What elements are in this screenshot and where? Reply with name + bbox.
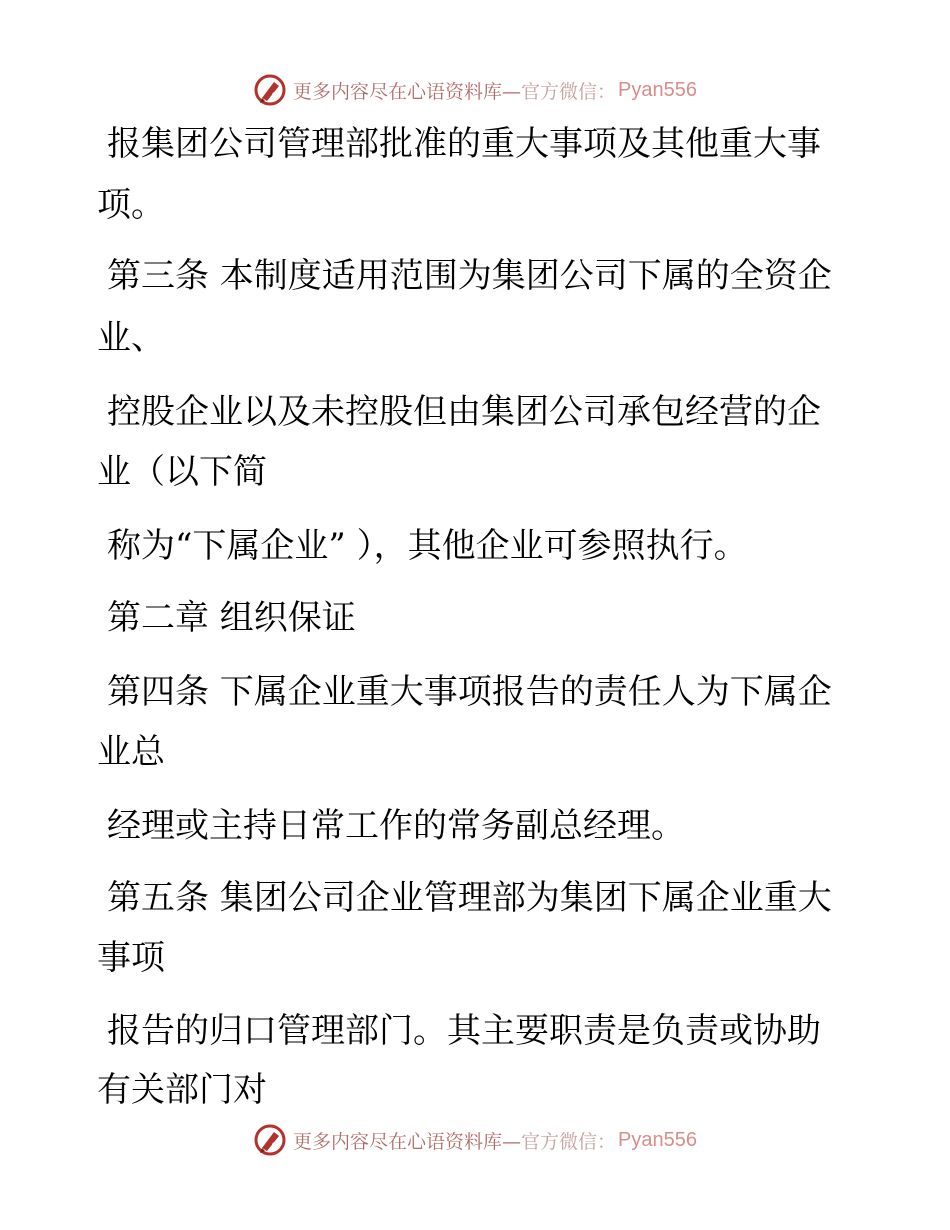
red-pen-circle-logo-icon bbox=[253, 1123, 287, 1157]
watermark-site-text: 更多内容尽在心语资料库— bbox=[293, 80, 522, 103]
paragraph-line: 业（以下简 bbox=[97, 452, 267, 492]
paragraph-line: 报集团公司管理部批准的重大事项及其他重大事 bbox=[107, 124, 821, 164]
footer-watermark-banner bbox=[0, 1120, 950, 1160]
watermark-wechat-label: 官方微信： bbox=[521, 80, 617, 103]
paragraph-line: 业、 bbox=[97, 318, 165, 358]
paragraph-line: 第五条 集团公司企业管理部为集团下属企业重大 bbox=[107, 878, 832, 918]
paragraph-line: 报告的归口管理部门。其主要职责是负责或协助 bbox=[107, 1011, 821, 1051]
paragraph-line: 称为“下属企业” ），其他企业可参照执行。 bbox=[107, 526, 748, 566]
paragraph-line: 项。 bbox=[97, 185, 165, 225]
paragraph-line: 第四条 下属企业重大事项报告的责任人为下属企 bbox=[107, 672, 832, 712]
watermark-wechat-id: Pyan556 bbox=[618, 1128, 697, 1151]
red-pen-circle-logo-icon bbox=[253, 73, 287, 107]
watermark-wechat-id: Pyan556 bbox=[618, 78, 697, 101]
chapter-heading: 第二章 组织保证 bbox=[107, 598, 356, 638]
paragraph-line: 有关部门对 bbox=[97, 1070, 267, 1110]
paragraph-line: 业总 bbox=[97, 732, 165, 772]
paragraph-line: 事项 bbox=[97, 938, 165, 978]
header-watermark-banner bbox=[0, 70, 950, 110]
watermark-wechat-label: 官方微信： bbox=[521, 1130, 617, 1153]
paragraph-line: 经理或主持日常工作的常务副总经理。 bbox=[107, 806, 685, 846]
paragraph-line: 控股企业以及未控股但由集团公司承包经营的企 bbox=[107, 392, 821, 432]
paragraph-line: 第三条 本制度适用范围为集团公司下属的全资企 bbox=[107, 256, 832, 296]
watermark-site-text: 更多内容尽在心语资料库— bbox=[293, 1130, 522, 1153]
